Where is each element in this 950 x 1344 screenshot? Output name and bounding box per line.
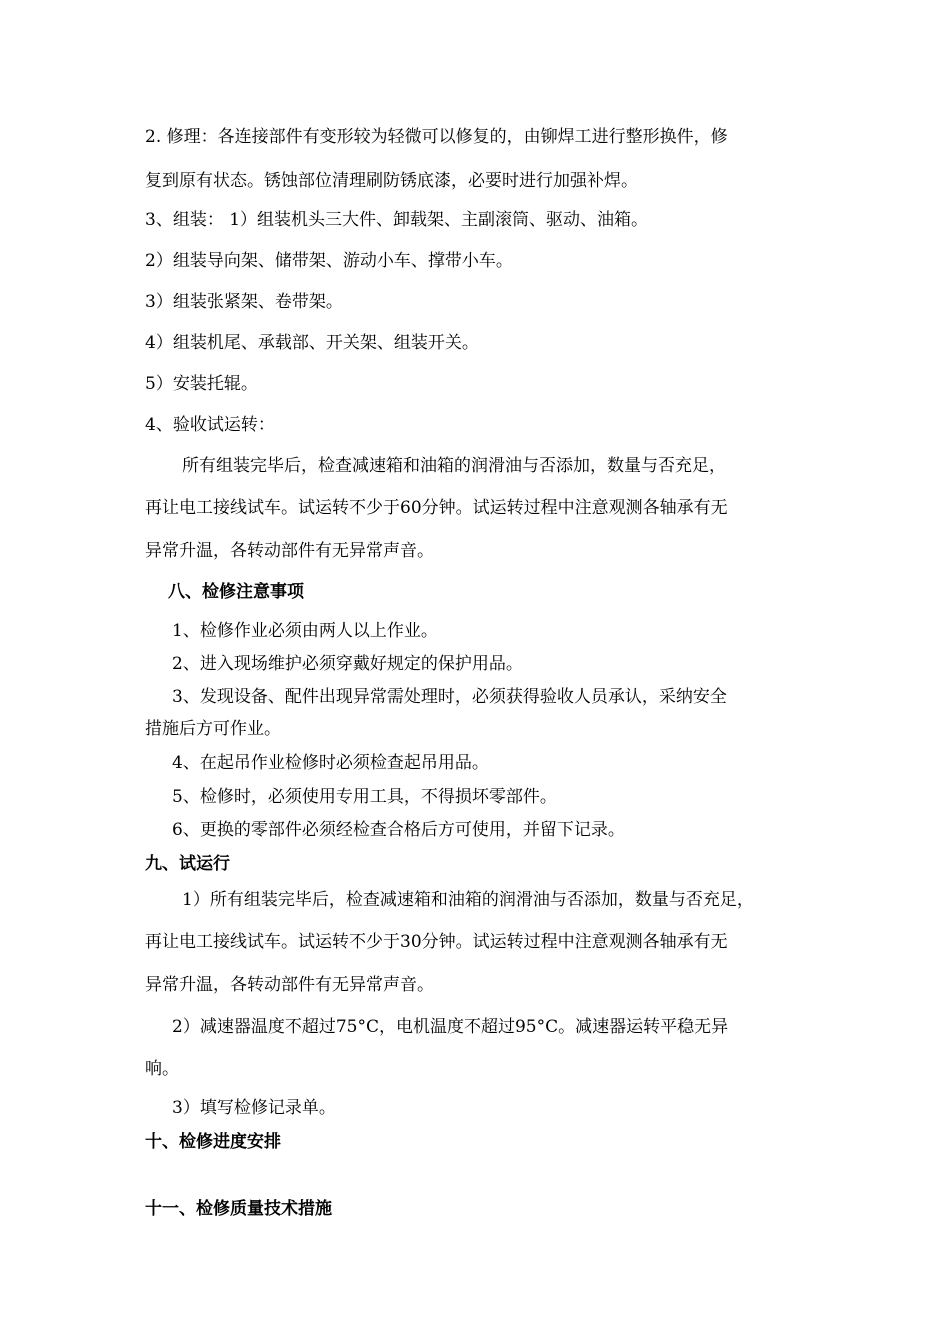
assembly-line-3: 3）组装张紧架、卷带架。 — [145, 292, 343, 312]
repair-line-2: 复到原有状态。锈蚀部位清理刷防锈底漆，必要时进行加强补焊。 — [145, 171, 638, 191]
acceptance-line-1: 所有组装完毕后，检查减速箱和油箱的润滑油与否添加，数量与否充足， — [182, 456, 726, 476]
trial-line-6: 3）填写检修记录单。 — [172, 1098, 336, 1118]
acceptance-line-2: 再让电工接线试车。试运转不少于60分钟。试运转过程中注意观测各轴承有无 — [145, 498, 728, 518]
notice-item-2: 2、进入现场维护必须穿戴好规定的保护用品。 — [172, 654, 523, 674]
notice-item-5: 5、检修时，必须使用专用工具，不得损坏零部件。 — [172, 787, 557, 807]
notice-item-3-cont: 措施后方可作业。 — [145, 719, 281, 739]
notice-item-4: 4、在起吊作业检修时必须检查起吊用品。 — [172, 753, 489, 773]
section-11-heading: 十一、检修质量技术措施 — [145, 1199, 332, 1219]
assembly-line-4: 4）组装机尾、承载部、开关架、组装开关。 — [145, 333, 479, 353]
trial-line-1: 1）所有组装完毕后，检查减速箱和油箱的润滑油与否添加，数量与否充足， — [182, 890, 754, 910]
assembly-line-2: 2）组装导向架、储带架、游动小车、撑带小车。 — [145, 251, 513, 271]
notice-item-3: 3、发现设备、配件出现异常需处理时，必须获得验收人员承认，采纳安全 — [172, 687, 727, 707]
section-8-heading: 八、检修注意事项 — [168, 582, 304, 602]
assembly-line-5: 5）安装托辊。 — [145, 374, 258, 394]
section-9-heading: 九、试运行 — [145, 854, 230, 874]
section-10-heading: 十、检修进度安排 — [145, 1132, 281, 1152]
notice-item-1: 1、检修作业必须由两人以上作业。 — [172, 621, 438, 641]
acceptance-heading: 4、验收试运转： — [145, 415, 275, 435]
notice-item-6: 6、更换的零部件必须经检查合格后方可使用，并留下记录。 — [172, 820, 625, 840]
trial-line-2: 再让电工接线试车。试运转不少于30分钟。试运转过程中注意观测各轴承有无 — [145, 932, 728, 952]
acceptance-line-3: 异常升温，各转动部件有无异常声音。 — [145, 541, 434, 561]
trial-line-3: 异常升温，各转动部件有无异常声音。 — [145, 975, 434, 995]
repair-line-1: 2. 修理：各连接部件有变形较为轻微可以修复的，由铆焊工进行整形换件，修 — [145, 127, 728, 147]
assembly-line-1: 3、组装： 1）组装机头三大件、卸载架、主副滚筒、驱动、油箱。 — [145, 210, 649, 230]
trial-line-4: 2）减速器温度不超过75°C，电机温度不超过95°C。减速器运转平稳无异 — [172, 1017, 729, 1037]
trial-line-5: 响。 — [145, 1059, 179, 1079]
